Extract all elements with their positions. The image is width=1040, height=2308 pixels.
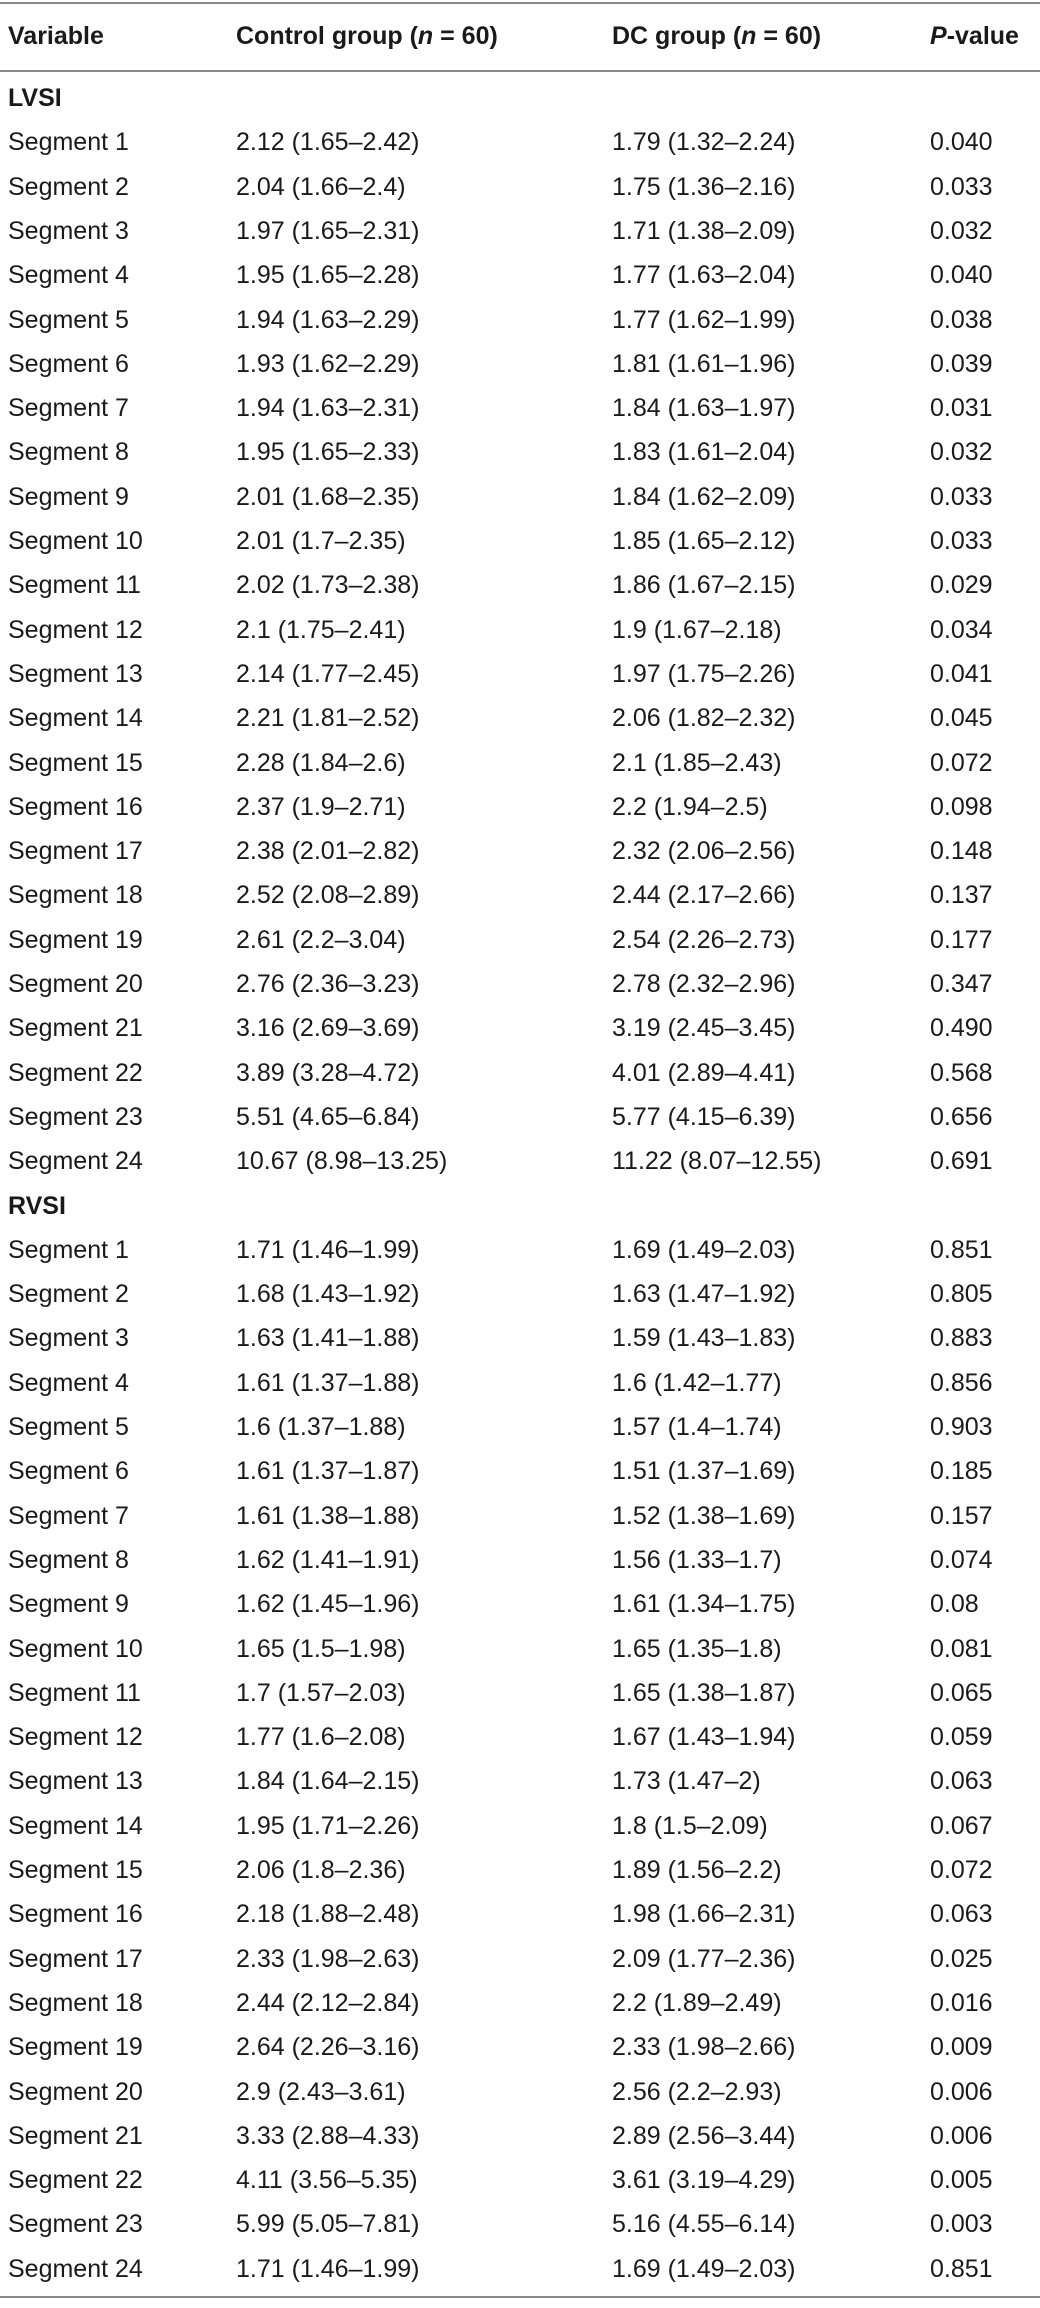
cell-dc-group: 1.61 (1.34–1.75) [612,1590,796,1619]
table-row [0,1715,1040,1759]
cell-p-value: 0.038 [930,305,993,334]
cell-dc-group: 1.81 (1.61–1.96) [612,349,796,378]
table-row [0,1361,1040,1405]
cell-variable: Segment 5 [8,1413,129,1441]
cell-p-value: 0.856 [930,1368,993,1397]
cell-dc-group: 5.16 (4.55–6.14) [612,2210,796,2239]
table-row [0,1804,1040,1848]
cell-variable: Segment 13 [8,1767,143,1796]
table-row [0,785,1040,829]
cell-variable: Segment 17 [8,1944,143,1973]
cell-variable: Segment 1 [8,1235,129,1264]
cell-dc-group: 1.86 (1.67–2.15) [612,571,796,600]
cell-variable: Segment 21 [8,2121,143,2150]
cell-variable: Segment 22 [8,1058,143,1087]
cell-variable: Segment 24 [8,1147,143,1176]
table-row [0,1759,1040,1803]
cell-dc-group: 1.77 (1.62–1.99) [612,305,796,334]
cell-dc-group: 1.71 (1.38–2.09) [612,216,796,245]
table-row [0,1981,1040,2025]
cell-control-group: 1.68 (1.43–1.92) [236,1280,420,1309]
cell-variable: Segment 18 [8,1988,143,2017]
cell-control-group: 2.61 (2.2–3.04) [236,925,406,954]
table-row [0,209,1040,253]
cell-dc-group: 1.85 (1.65–2.12) [612,527,796,555]
cell-control-group: 2.01 (1.68–2.35) [236,482,420,511]
cell-p-value: 0.065 [930,1678,993,1707]
table-row [0,1228,1040,1272]
cell-dc-group: 2.89 (2.56–3.44) [612,2121,796,2150]
cell-control-group: 1.94 (1.63–2.29) [236,305,420,334]
cell-control-group: 2.18 (1.88–2.48) [236,1900,420,1929]
cell-control-group: 2.76 (2.36–3.23) [236,970,420,998]
cell-control-group: 5.51 (4.65–6.84) [236,1102,420,1131]
cell-control-group: 3.89 (3.28–4.72) [236,1058,420,1087]
cell-variable: Segment 11 [8,571,141,600]
cell-dc-group: 1.6 (1.42–1.77) [612,1368,782,1397]
table-row [0,1538,1040,1582]
cell-p-value: 0.009 [930,2033,993,2062]
cell-p-value: 0.568 [930,1058,993,1087]
cell-dc-group: 1.63 (1.47–1.92) [612,1280,796,1309]
table-row [0,430,1040,474]
table-row [0,165,1040,209]
cell-dc-group: 1.65 (1.38–1.87) [612,1678,796,1707]
cell-p-value: 0.033 [930,172,993,201]
cell-p-value: 0.805 [930,1280,993,1309]
table-row [0,873,1040,917]
section-title: LVSI [8,84,62,112]
cell-variable: Segment 9 [8,482,129,511]
cell-dc-group: 11.22 (8.07–12.55) [612,1147,822,1176]
table-row [0,608,1040,652]
header-variable: Variable [8,22,104,50]
header-control-suffix: = 60) [433,22,498,50]
cell-p-value: 0.081 [930,1634,993,1663]
cell-variable: Segment 14 [8,1811,143,1840]
cell-dc-group: 2.32 (2.06–2.56) [612,837,796,866]
cell-variable: Segment 10 [8,527,143,555]
cell-variable: Segment 6 [8,349,129,378]
table-row [0,1671,1040,1715]
table-row [0,2247,1040,2291]
table-row [0,1627,1040,1671]
cell-p-value: 0.883 [930,1324,993,1353]
cell-p-value: 0.006 [930,2077,993,2106]
cell-dc-group: 1.8 (1.5–2.09) [612,1811,768,1840]
cell-p-value: 0.137 [930,881,993,910]
cell-dc-group: 1.97 (1.75–2.26) [612,659,796,688]
cell-control-group: 1.97 (1.65–2.31) [236,216,420,245]
cell-control-group: 2.9 (2.43–3.61) [236,2077,406,2106]
cell-variable: Segment 3 [8,1324,129,1353]
cell-control-group: 2.1 (1.75–2.41) [236,615,406,644]
cell-dc-group: 2.78 (2.32–2.96) [612,970,796,998]
cell-p-value: 0.040 [930,261,993,290]
cell-variable: Segment 19 [8,2033,143,2062]
table-row [0,298,1040,342]
cell-p-value: 0.691 [930,1147,993,1176]
cell-dc-group: 1.9 (1.67–2.18) [612,615,782,644]
cell-dc-group: 2.33 (1.98–2.66) [612,2033,796,2062]
cell-dc-group: 1.98 (1.66–2.31) [612,1900,796,1929]
cell-p-value: 0.851 [930,2254,993,2283]
table-row [0,519,1040,563]
header-dc-n: n [741,22,757,50]
cell-dc-group: 1.65 (1.35–1.8) [612,1634,782,1663]
table-row [0,1449,1040,1493]
table-row [0,1494,1040,1538]
cell-control-group: 1.61 (1.37–1.87) [236,1457,420,1486]
cell-p-value: 0.157 [930,1501,993,1530]
cell-control-group: 1.95 (1.65–2.33) [236,438,420,467]
cell-control-group: 5.99 (5.05–7.81) [236,2210,420,2239]
cell-control-group: 2.64 (2.26–3.16) [236,2033,420,2062]
cell-control-group: 1.77 (1.6–2.08) [236,1723,406,1752]
cell-control-group: 2.44 (2.12–2.84) [236,1988,420,2017]
cell-control-group: 1.62 (1.45–1.96) [236,1590,420,1619]
cell-dc-group: 1.84 (1.63–1.97) [612,394,796,423]
cell-variable: Segment 2 [8,172,129,201]
cell-control-group: 1.71 (1.46–1.99) [236,2254,420,2283]
cell-variable: Segment 15 [8,1856,143,1884]
cell-p-value: 0.041 [930,659,993,688]
cell-control-group: 2.14 (1.77–2.45) [236,659,420,688]
cell-p-value: 0.072 [930,748,993,777]
table-row [0,1937,1040,1981]
cell-dc-group: 1.73 (1.47–2) [612,1767,761,1796]
cell-control-group: 2.37 (1.9–2.71) [236,792,406,821]
cell-control-group: 2.01 (1.7–2.35) [236,527,406,555]
cell-variable: Segment 8 [8,1545,129,1574]
cell-p-value: 0.039 [930,349,993,378]
cell-control-group: 3.33 (2.88–4.33) [236,2121,420,2150]
table-row [0,2025,1040,2069]
table-row [0,1051,1040,1095]
cell-dc-group: 3.19 (2.45–3.45) [612,1014,796,1043]
cell-p-value: 0.08 [930,1590,979,1619]
table-row [0,1272,1040,1316]
cell-variable: Segment 15 [8,748,143,777]
table-row [0,652,1040,696]
cell-variable: Segment 20 [8,970,143,998]
table-row [0,475,1040,519]
cell-control-group: 1.61 (1.38–1.88) [236,1501,420,1530]
cell-control-group: 1.62 (1.41–1.91) [236,1545,420,1574]
cell-p-value: 0.074 [930,1545,993,1574]
cell-control-group: 1.84 (1.64–2.15) [236,1767,420,1796]
cell-p-value: 0.063 [930,1900,993,1929]
cell-variable: Segment 12 [8,1723,143,1752]
table-header-row [0,14,1040,58]
table-top-rule [0,2,1040,4]
cell-variable: Segment 23 [8,1102,143,1131]
cell-dc-group: 2.54 (2.26–2.73) [612,925,796,954]
cell-p-value: 0.072 [930,1856,993,1884]
cell-dc-group: 1.59 (1.43–1.83) [612,1324,796,1353]
cell-variable: Segment 24 [8,2254,143,2283]
cell-variable: Segment 16 [8,1900,143,1929]
cell-variable: Segment 8 [8,438,129,467]
cell-dc-group: 1.69 (1.49–2.03) [612,2254,796,2283]
cell-control-group: 2.38 (2.01–2.82) [236,837,420,866]
cell-variable: Segment 3 [8,216,129,245]
section-title: RVSI [8,1191,66,1220]
cell-variable: Segment 13 [8,659,143,688]
header-control-n: n [417,22,434,50]
cell-control-group: 10.67 (8.98–13.25) [236,1147,448,1176]
section-header-row [0,76,1040,120]
cell-variable: Segment 2 [8,1280,129,1309]
table-row [0,829,1040,873]
cell-dc-group: 1.67 (1.43–1.94) [612,1723,796,1752]
cell-control-group: 2.04 (1.66–2.4) [236,172,406,201]
header-p-suffix: -value [946,22,1019,50]
cell-control-group: 1.95 (1.71–2.26) [236,1811,420,1840]
table-row [0,1139,1040,1183]
cell-variable: Segment 9 [8,1590,129,1619]
table-row [0,741,1040,785]
cell-control-group: 1.6 (1.37–1.88) [236,1413,406,1441]
header-p-value [930,14,1019,58]
cell-p-value: 0.045 [930,704,993,733]
cell-variable: Segment 4 [8,261,129,290]
cell-p-value: 0.032 [930,438,993,467]
table-row [0,1095,1040,1139]
cell-variable: Segment 16 [8,792,143,821]
table-row [0,1892,1040,1936]
cell-control-group: 2.28 (1.84–2.6) [236,748,406,777]
section-header-row [0,1184,1040,1228]
table-row [0,2158,1040,2202]
header-control-group [236,14,498,58]
cell-p-value: 0.033 [930,527,993,555]
cell-variable: Segment 22 [8,2166,143,2195]
table-row [0,563,1040,607]
cell-variable: Segment 21 [8,1014,143,1043]
table-row [0,1316,1040,1360]
cell-variable: Segment 20 [8,2077,143,2106]
cell-dc-group: 2.2 (1.89–2.49) [612,1988,782,2017]
cell-control-group: 1.95 (1.65–2.28) [236,261,420,290]
cell-control-group: 1.71 (1.46–1.99) [236,1235,420,1264]
table-row [0,1582,1040,1626]
cell-control-group: 3.16 (2.69–3.69) [236,1014,420,1043]
cell-p-value: 0.347 [930,970,993,998]
cell-variable: Segment 23 [8,2210,143,2239]
table-row [0,1405,1040,1449]
cell-variable: Segment 6 [8,1457,129,1486]
table-row [0,2070,1040,2114]
table-row [0,1006,1040,1050]
cell-dc-group: 1.57 (1.4–1.74) [612,1413,782,1441]
cell-variable: Segment 12 [8,615,143,644]
cell-control-group: 1.65 (1.5–1.98) [236,1634,406,1663]
cell-p-value: 0.903 [930,1413,993,1441]
header-dc-prefix: DC group ( [612,22,742,50]
cell-p-value: 0.016 [930,1988,993,2017]
cell-variable: Segment 11 [8,1678,141,1707]
cell-dc-group: 1.79 (1.32–2.24) [612,128,796,157]
table-row [0,253,1040,297]
cell-dc-group: 4.01 (2.89–4.41) [612,1058,796,1087]
cell-p-value: 0.185 [930,1457,993,1486]
cell-dc-group: 3.61 (3.19–4.29) [612,2166,796,2195]
header-dc-suffix: = 60) [756,22,822,50]
cell-p-value: 0.063 [930,1767,993,1796]
header-control-prefix: Control group ( [236,22,418,50]
table-row [0,2114,1040,2158]
cell-p-value: 0.177 [930,925,993,954]
cell-variable: Segment 17 [8,837,143,866]
table-row [0,342,1040,386]
cell-variable: Segment 4 [8,1368,129,1397]
cell-p-value: 0.006 [930,2121,993,2150]
cell-p-value: 0.059 [930,1723,993,1752]
cell-p-value: 0.033 [930,482,993,511]
cell-control-group: 1.61 (1.37–1.88) [236,1368,420,1397]
header-dc-group [612,14,821,58]
cell-p-value: 0.034 [930,615,993,644]
cell-dc-group: 1.52 (1.38–1.69) [612,1501,796,1530]
cell-dc-group: 1.77 (1.63–2.04) [612,261,796,290]
cell-dc-group: 2.56 (2.2–2.93) [612,2077,782,2106]
cell-p-value: 0.490 [930,1014,993,1043]
cell-p-value: 0.656 [930,1102,993,1131]
cell-dc-group: 2.09 (1.77–2.36) [612,1944,796,1973]
cell-control-group: 2.02 (1.73–2.38) [236,571,420,600]
cell-dc-group: 5.77 (4.15–6.39) [612,1102,796,1131]
cell-dc-group: 1.51 (1.37–1.69) [612,1457,796,1486]
cell-p-value: 0.851 [930,1235,993,1264]
cell-p-value: 0.098 [930,792,993,821]
cell-dc-group: 1.69 (1.49–2.03) [612,1235,796,1264]
cell-dc-group: 2.2 (1.94–2.5) [612,792,768,821]
cell-dc-group: 1.89 (1.56–2.2) [612,1856,782,1884]
cell-dc-group: 1.75 (1.36–2.16) [612,172,796,201]
cell-control-group: 2.06 (1.8–2.36) [236,1856,406,1884]
cell-dc-group: 2.44 (2.17–2.66) [612,881,796,910]
cell-variable: Segment 7 [8,394,129,423]
table-bottom-rule [0,2296,1040,2298]
table-row [0,386,1040,430]
cell-dc-group: 1.83 (1.61–2.04) [612,438,796,467]
cell-control-group: 1.7 (1.57–2.03) [236,1678,406,1707]
table-row [0,918,1040,962]
cell-variable: Segment 7 [8,1501,129,1530]
cell-dc-group: 1.56 (1.33–1.7) [612,1545,782,1574]
cell-control-group: 2.21 (1.81–2.52) [236,704,420,733]
cell-variable: Segment 1 [8,128,129,157]
cell-variable: Segment 10 [8,1634,143,1663]
cell-p-value: 0.031 [930,394,993,423]
table-row [0,1848,1040,1892]
cell-dc-group: 1.84 (1.62–2.09) [612,482,796,511]
table-header-rule [0,70,1040,72]
table-row [0,962,1040,1006]
cell-variable: Segment 5 [8,305,129,334]
cell-p-value: 0.005 [930,2166,993,2195]
cell-variable: Segment 14 [8,704,143,733]
cell-p-value: 0.003 [930,2210,993,2239]
table-row [0,120,1040,164]
cell-p-value: 0.025 [930,1944,993,1973]
cell-control-group: 4.11 (3.56–5.35) [236,2166,418,2195]
table-row [0,2202,1040,2246]
cell-p-value: 0.148 [930,837,993,866]
cell-control-group: 2.33 (1.98–2.63) [236,1944,420,1973]
table-row [0,696,1040,740]
cell-dc-group: 2.06 (1.82–2.32) [612,704,796,733]
cell-dc-group: 2.1 (1.85–2.43) [612,748,782,777]
cell-p-value: 0.032 [930,216,993,245]
cell-variable: Segment 19 [8,925,143,954]
cell-control-group: 2.12 (1.65–2.42) [236,128,420,157]
cell-p-value: 0.067 [930,1811,993,1840]
cell-variable: Segment 18 [8,881,143,910]
cell-p-value: 0.040 [930,128,993,157]
cell-p-value: 0.029 [930,571,993,600]
cell-control-group: 1.63 (1.41–1.88) [236,1324,420,1353]
cell-control-group: 1.93 (1.62–2.29) [236,349,420,378]
cell-control-group: 2.52 (2.08–2.89) [236,881,420,910]
cell-control-group: 1.94 (1.63–2.31) [236,394,420,423]
header-p-italic: P [930,22,947,50]
